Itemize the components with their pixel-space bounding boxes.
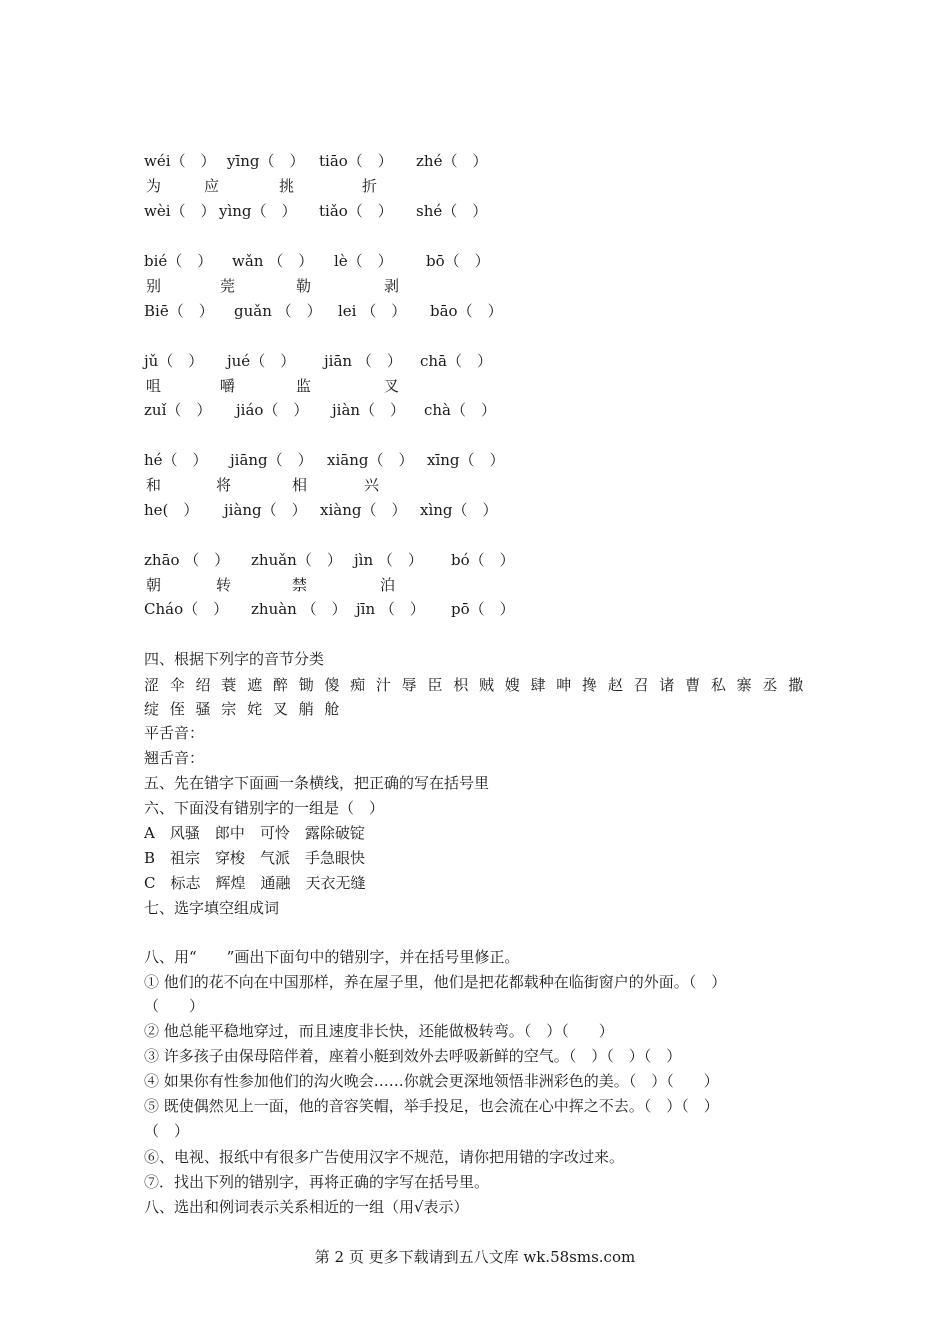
pinyin-option: jǔ（ ） bbox=[144, 352, 204, 370]
pinyin-option: jīn （ ） bbox=[356, 600, 425, 618]
sentence-item: ① 他们的花不向在中国那样，养在屋子里，他们是把花都载种在临街窗户的外面。（ ） bbox=[144, 973, 727, 991]
pinyin-option: Cháo（ ） bbox=[144, 600, 229, 618]
pinyin-option: xìng（ ） bbox=[420, 501, 498, 519]
sentence-item-continuation: （ ） bbox=[144, 1122, 190, 1140]
pinyin-option: bāo（ ） bbox=[430, 302, 503, 320]
pinyin-option: bó（ ） bbox=[451, 551, 515, 569]
section-4-title: 四、根据下列字的音节分类 bbox=[144, 650, 325, 668]
flat-tongue-label: 平舌音： bbox=[144, 724, 205, 742]
character: 应 bbox=[204, 177, 220, 195]
pinyin-option: chà（ ） bbox=[424, 401, 497, 419]
instruction-line: 八、选出和例词表示关系相近的一组（用√表示） bbox=[144, 1198, 469, 1216]
character: 和 bbox=[146, 476, 162, 494]
pinyin-option: wéi（ ） bbox=[144, 152, 216, 170]
instruction-line: ⑥、电视、报纸中有很多广告使用汉字不规范，请你把用错的字改过来。 bbox=[144, 1148, 625, 1166]
character: 勒 bbox=[296, 277, 312, 295]
option-c: C 标志 辉煌 通融 天衣无缝 bbox=[144, 874, 366, 892]
character: 将 bbox=[216, 476, 232, 494]
section-5-title: 五、先在错字下面画一条横线，把正确的写在括号里 bbox=[144, 774, 490, 792]
character: 折 bbox=[362, 177, 378, 195]
pinyin-option: zhuǎn（ ） bbox=[251, 551, 342, 569]
pinyin-option: jiàn（ ） bbox=[332, 401, 406, 419]
pinyin-option: lei （ ） bbox=[338, 302, 407, 320]
sentence-item: ⑤ 既使偶然见上一面，他的音容笑帽，举手投足，也会流在心中挥之不去。（ ）（ ） bbox=[144, 1097, 719, 1115]
pinyin-option: chā（ ） bbox=[420, 352, 493, 370]
pinyin-option: xiàng（ ） bbox=[320, 501, 407, 519]
character: 转 bbox=[216, 576, 232, 594]
section-7-title: 七、选字填空组成词 bbox=[144, 899, 280, 917]
pinyin-option: zuǐ（ ） bbox=[144, 401, 212, 419]
pinyin-option: lè（ ） bbox=[334, 252, 393, 270]
pinyin-option: zhuàn （ ） bbox=[251, 600, 347, 618]
pinyin-option: yìng（ ） bbox=[219, 202, 297, 220]
character: 兴 bbox=[364, 476, 380, 494]
pinyin-option: tiǎo（ ） bbox=[319, 202, 393, 220]
character: 别 bbox=[146, 277, 162, 295]
character: 挑 bbox=[279, 177, 295, 195]
pinyin-option: wǎn （ ） bbox=[232, 252, 314, 270]
instruction-line: ⑦．找出下列的错别字，再将正确的字写在括号里。 bbox=[144, 1173, 490, 1191]
section-6-title: 六、下面没有错别字的一组是（ ） bbox=[144, 799, 385, 817]
character: 朝 bbox=[146, 576, 162, 594]
pinyin-option: xīng（ ） bbox=[427, 451, 505, 469]
pinyin-option: zhāo （ ） bbox=[144, 551, 230, 569]
pinyin-option: jiáo（ ） bbox=[236, 401, 309, 419]
retroflex-label: 翘舌音： bbox=[144, 749, 205, 767]
pinyin-option: wèi（ ） bbox=[144, 202, 216, 220]
option-a: A 风骚 郎中 可怜 露除破锭 bbox=[144, 824, 365, 842]
character: 监 bbox=[296, 377, 312, 395]
character: 叉 bbox=[384, 377, 400, 395]
character: 相 bbox=[292, 476, 308, 494]
sentence-item: ④ 如果你有性参加他们的沟火晚会……你就会更深地领悟非洲彩色的美。（ ）（ ） bbox=[144, 1072, 719, 1090]
sentence-item-continuation: （ ） bbox=[144, 997, 205, 1015]
pinyin-option: yīng（ ） bbox=[227, 152, 305, 170]
sentence-item: ③ 许多孩子由保母陪伴着，座着小艇到效外去呼吸新鲜的空气。（ ）（ ）（ ） bbox=[144, 1047, 682, 1065]
pinyin-option: xiāng（ ） bbox=[327, 451, 414, 469]
pinyin-option: he( ） bbox=[144, 501, 199, 519]
section-8-title: 八、用“ ”画出下面句中的错别字，并在括号里修正。 bbox=[144, 948, 520, 966]
pinyin-option: bié（ ） bbox=[144, 252, 213, 270]
classification-characters: 涩 伞 绍 蓑 遮 醉 锄 傻 痴 汁 辱 臣 枳 贼 嫂 肆 呻 搀 赵 召 诸 曹 私 寨 丞 撒 绽 侄 骚 宗 姹 叉 艄 舱 bbox=[144, 676, 807, 718]
pinyin-option: tiāo（ ） bbox=[319, 152, 393, 170]
pinyin-option: Biē（ ） bbox=[144, 302, 214, 320]
page-footer: 第 2 页 更多下载请到五八文库 wk.58sms.com bbox=[314, 1248, 636, 1266]
pinyin-option: jiàng（ ） bbox=[224, 501, 307, 519]
pinyin-option: jué（ ） bbox=[227, 352, 296, 370]
pinyin-option: hé（ ） bbox=[144, 451, 208, 469]
pinyin-option: pō（ ） bbox=[451, 600, 515, 618]
character: 咀 bbox=[146, 377, 162, 395]
pinyin-option: shé（ ） bbox=[416, 202, 488, 220]
character: 嚼 bbox=[220, 377, 236, 395]
pinyin-option: guǎn （ ） bbox=[234, 302, 322, 320]
character: 泊 bbox=[380, 576, 396, 594]
pinyin-option: zhé（ ） bbox=[416, 152, 488, 170]
character: 莞 bbox=[220, 277, 236, 295]
pinyin-option: bō（ ） bbox=[426, 252, 490, 270]
character: 为 bbox=[146, 177, 162, 195]
pinyin-option: jiān （ ） bbox=[324, 352, 402, 370]
sentence-item: ② 他总能平稳地穿过，而且速度非长快，还能做极转弯。（ ）（ ） bbox=[144, 1022, 614, 1040]
character: 禁 bbox=[292, 576, 308, 594]
pinyin-option: jìn （ ） bbox=[354, 551, 423, 569]
character: 剥 bbox=[384, 277, 400, 295]
option-b: B 祖宗 穿梭 气派 手急眼快 bbox=[144, 849, 366, 867]
pinyin-option: jiāng（ ） bbox=[230, 451, 313, 469]
